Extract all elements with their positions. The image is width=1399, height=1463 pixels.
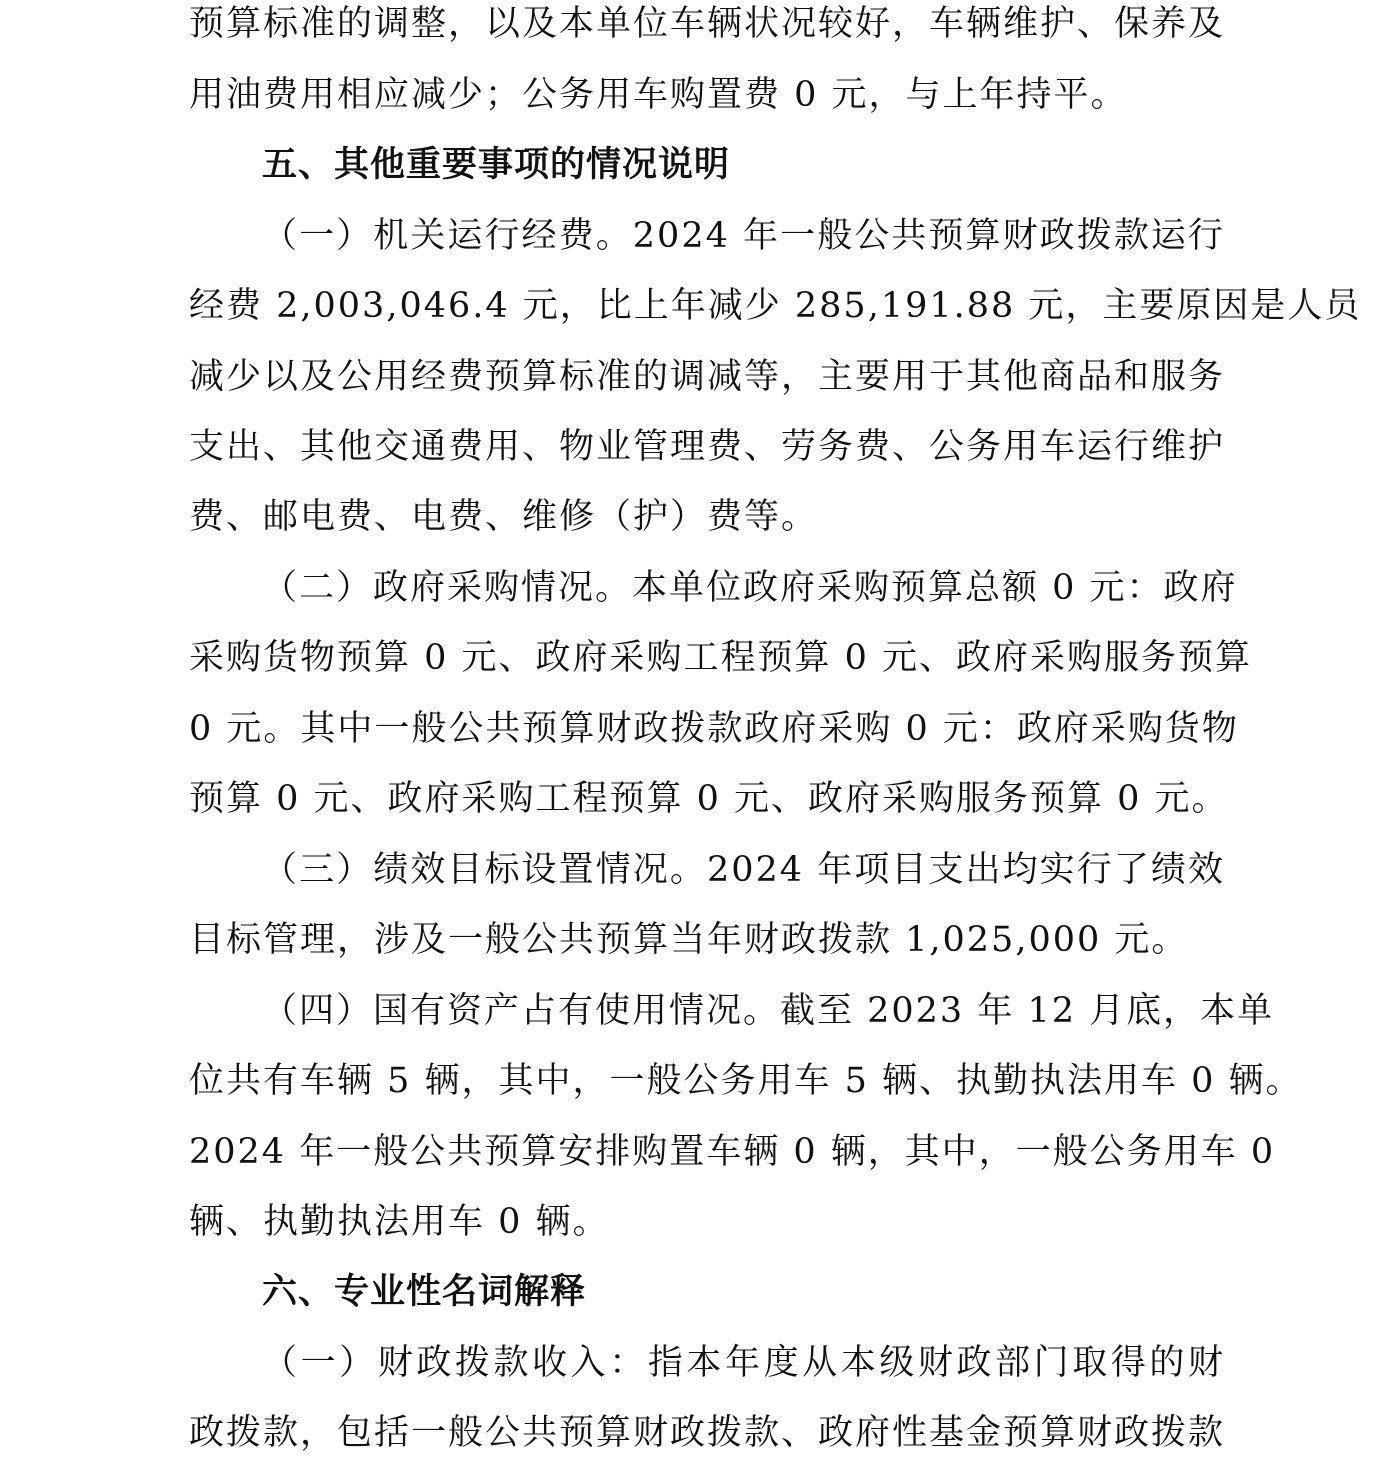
- text-line: 用油费用相应减少；公务用车购置费 0 元，与上年持平。: [189, 75, 1128, 115]
- paragraph-line: 预算 0 元、政府采购工程预算 0 元、政府采购服务预算 0 元。: [189, 779, 1229, 819]
- paragraph-line: 辆、执勤执法用车 0 辆。: [189, 1202, 610, 1242]
- paragraph-line: 费、邮电费、电费、维修（护）费等。: [189, 497, 819, 537]
- paragraph-line: （一）财政拨款收入：指本年度从本级财政部门取得的财: [262, 1343, 1225, 1383]
- paragraph-line: 0 元。其中一般公共预算财政拨款政府采购 0 元：政府采购货物: [189, 709, 1239, 749]
- paragraph-line: 政拨款，包括一般公共预算财政拨款、政府性基金预算财政拨款: [189, 1413, 1226, 1453]
- text-line: 预算标准的调整，以及本单位车辆状况较好，车辆维护、保养及: [189, 4, 1226, 44]
- paragraph-line: （二）政府采购情况。本单位政府采购预算总额 0 元：政府: [262, 568, 1238, 608]
- paragraph-line: （一）机关运行经费。2024 年一般公共预算财政拨款运行: [262, 216, 1225, 256]
- paragraph-line: 2024 年一般公共预算安排购置车辆 0 辆，其中，一般公务用车 0: [189, 1132, 1276, 1172]
- paragraph-line: 目标管理，涉及一般公共预算当年财政拨款 1,025,000 元。: [189, 920, 1189, 960]
- paragraph-line: 经费 2,003,046.4 元，比上年减少 285,191.88 元，主要原因是人员: [189, 286, 1362, 326]
- paragraph-line: 采购货物预算 0 元、政府采购工程预算 0 元、政府采购服务预算: [189, 638, 1253, 678]
- paragraph-line: 位共有车辆 5 辆，其中，一般公务用车 5 辆、执勤执法用车 0 辆。: [189, 1061, 1303, 1101]
- section-heading: 五、其他重要事项的情况说明: [262, 145, 731, 185]
- paragraph-line: （三）绩效目标设置情况。2024 年项目支出均实行了绩效: [262, 850, 1225, 890]
- paragraph-line: 支出、其他交通费用、物业管理费、劳务费、公务用车运行维护: [189, 427, 1226, 467]
- paragraph-line: 减少以及公用经费预算标准的调减等，主要用于其他商品和服务: [189, 357, 1226, 397]
- section-heading: 六、专业性名词解释: [262, 1272, 587, 1312]
- paragraph-line: （四）国有资产占有使用情况。截至 2023 年 12 月底，本单: [262, 991, 1275, 1031]
